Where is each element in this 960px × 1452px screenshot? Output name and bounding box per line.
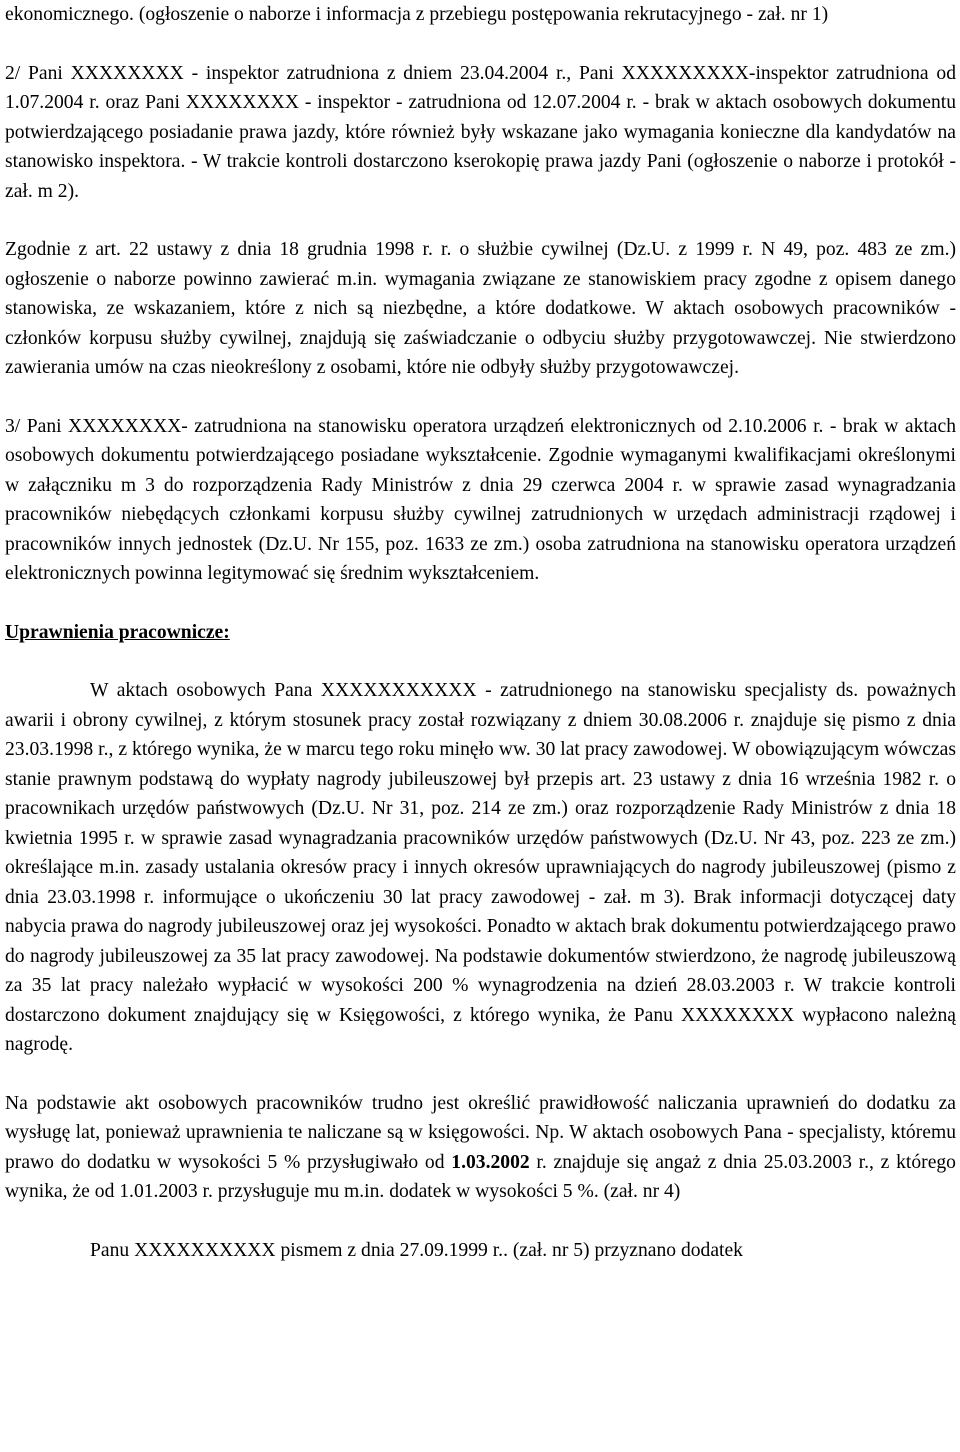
spacer	[5, 30, 956, 59]
spacer	[5, 647, 956, 676]
spacer	[5, 1207, 956, 1236]
paragraph-intro: ekonomicznego. (ogłoszenie o naborze i informacja z przebiegu postępowania rekrutacyjnego - zał. nr 1)	[5, 4, 829, 25]
section-heading: Uprawnienia pracownicze:	[5, 621, 230, 643]
paragraph-seniority-text-a: Na podstawie akt osobowych pracowników trudno jest określić prawidłowość naliczania uprawnień do dodatku za wysługę lat, ponieważ uprawnienia te naliczane są w księgowości. Np. W aktach osobowych Pana - specjalisty, któremu prawo do dodatku w wysokości 5 % przysługiwało od	[5, 1092, 956, 1173]
spacer	[5, 1060, 956, 1089]
paragraph-allowance-granted: Panu XXXXXXXXXX pismem z dnia 27.09.1999 r.. (zał. nr 5) przyznano dodatek	[90, 1239, 743, 1261]
spacer	[5, 383, 956, 412]
paragraph-item-2: 2/ Pani XXXXXXXX - inspektor zatrudniona z dniem 23.04.2004 r., Pani XXXXXXXXX-inspektor zatrudniona od 1.07.2004 r. oraz Pani XXXXXXXX - inspektor - zatrudniona od 12.07.2004 r. - brak w aktach osobowych dokumentu potwierdzającego posiadanie prawa jazdy, które również były wskazane jako wymagania konieczne dla kandydatów na stanowisko inspektora. - W trakcie kontroli dostarczono kserokopię prawa jazdy Pani (ogłoszenie o naborze i protokół - zał. m 2).	[5, 62, 956, 202]
spacer	[5, 206, 956, 235]
paragraph-item-3: 3/ Pani XXXXXXXX- zatrudniona na stanowisku operatora urządzeń elektronicznych od 2.10.2006 r. - brak w aktach osobowych dokumentu potwierdzającego posiadane wykształcenie. Zgodnie wymaganymi kwalifikacjami określonymi w załączniku m 3 do rozporządzenia Rady Ministrów z dnia 29 czerwca 2004 r. w sprawie zasad wynagradzania pracowników niebędących członkami korpusu służby cywilnej zatrudnionych w urzędach administracji rządowej i pracowników innych jednostek (Dz.U. Nr 155, poz. 1633 ze zm.) osoba zatrudniona na stanowisku operatora urządzeń elektronicznych powinna legitymować się średnim wykształceniem.	[5, 415, 956, 584]
paragraph-legal-basis: Zgodnie z art. 22 ustawy z dnia 18 grudnia 1998 r. r. o służbie cywilnej (Dz.U. z 1999 r. N 49, poz. 483 ze zm.) ogłoszenie o naborze powinno zawierać m.in. wymagania związane ze stanowiskiem pracy zgodne z opisem danego stanowiska, ze wskazaniem, które z nich są niezbędne, a które dodatkowe. W aktach osobowych pracowników - członków korpusu służby cywilnej, znajdują się zaświadczanie o odbyciu służby przygotowawczej. Nie stwierdzono zawierania umów na czas nieokreślony z osobami, które nie odbyły służby przygotowawczej.	[5, 239, 956, 378]
document-page	[5, 0, 956, 1452]
paragraph-jubilee-award: W aktach osobowych Pana XXXXXXXXXXX - zatrudnionego na stanowisku specjalisty ds. poważnych awarii i obrony cywilnej, z którym stosunek pracy został rozwiązany z dniem 30.08.2006 r. znajduje się pismo z dnia 23.03.1998 r., z którego wynika, że w marcu tego roku minęło ww. 30 lat pracy zawodowej. W obowiązującym wówczas stanie prawnym podstawą do wypłaty nagrody jubileuszowej był przepis art. 23 ustawy z dnia 16 września 1982 r. o pracownikach urzędów państwowych (Dz.U. Nr 31, poz. 214 ze zm.) oraz rozporządzenie Rady Ministrów z dnia 18 kwietnia 1995 r. w sprawie zasad wynagradzania pracowników urzędów państwowych (Dz.U. Nr 43, poz. 223 ze zm.) określające m.in. zasady ustalania okresów pracy i innych okresów uprawniających do nagrody jubileuszowej (pismo z dnia 23.03.1998 r. informujące o ukończeniu 30 lat pracy zawodowej - zał. m 3). Brak informacji dotyczącej daty nabycia prawa do nagrody jubileuszowej oraz jej wysokości. Ponadto w aktach brak dokumentu potwierdzającego prawo do nagrody jubileuszowej za 35 lat pracy zawodowej. Na podstawie dokumentów stwierdzono, że nagrodę jubileuszową za 35 lat pracy należało wypłacić w wysokości 200 % wynagrodzenia na dzień 28.03.2003 r. W trakcie kontroli dostarczono dokument znajdujący się w Księgowości, z którego wynika, że Panu XXXXXXXX wypłacono należną nagrodę.	[5, 680, 956, 1055]
spacer	[5, 589, 956, 618]
bold-date: 1.03.2002	[451, 1151, 530, 1173]
paragraph-seniority-text-b: r. znajduje się angaż z dnia 25.03.2003 r., z którego wynika, że od 1.01.2003 r. przysługuje mu m.in. dodatek w wysokości 5 %. (zał. nr 4)	[5, 1151, 956, 1202]
paragraph-seniority-allowance	[5, 1089, 956, 1207]
